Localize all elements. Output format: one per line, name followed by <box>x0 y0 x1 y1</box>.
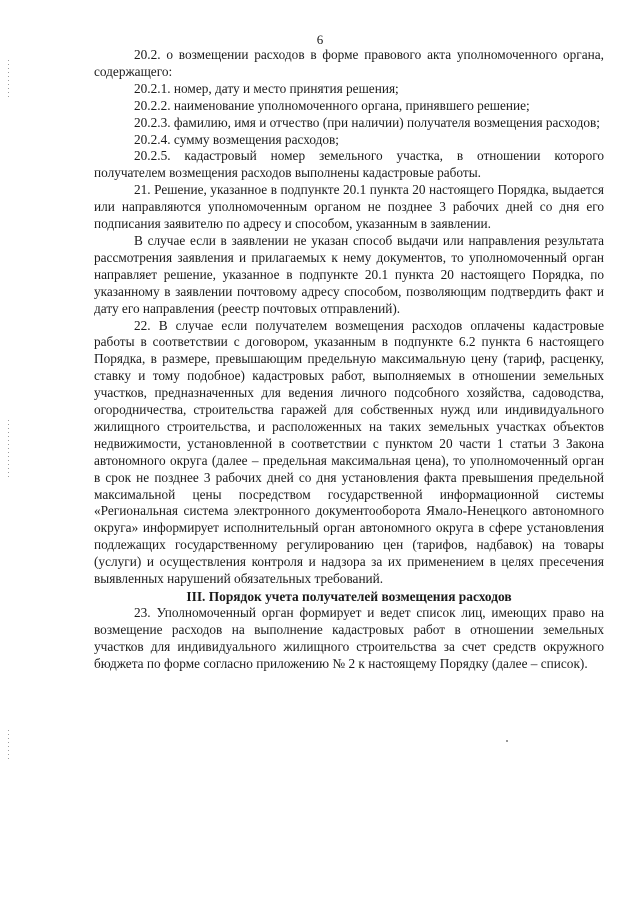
paragraph-20-2-1: 20.2.1. номер, дату и место принятия решения; <box>134 80 399 96</box>
paragraph-22: 22. В случае если получателем возмещения расходов оплачены кадастровые работы в соответствии с договором, указанным в подпункте 6.2 пункта 6 настоящего Порядка, в размере, превышающим предельную максимальную цену (тариф, расценку, ставку и тому подобное) кадастровых работ, выполняемых в отношении земельных участков, предназначенных для ведения личного подсобного хозяйства, садоводства, огородничества, строительства гаражей для собственных нужд или индивидуального жилищного строительства, и расположенных на таких земельных участках объектов недвижимости, установленной в соответствии с пунктом 20 части 1 статьи 3 Закона автономного округа (далее – предельная максимальная цена), то уполномоченный орган в срок не позднее 3 рабочих дней со дня установления факта превышения предельной максимальной цены посредством государственной информационной системы «Региональная система электронного документооборота Ямало-Ненецкого автономного округа» информирует исполнительный орган автономного округа в сфере установления подлежащих государственному регулированию цен (тарифов, надбавок) на товары (услуги) и осуществления контроля и надзора за их применением в целях пресечения выявленных нарушений обязательных требований. <box>94 317 604 587</box>
document-body <box>94 47 604 673</box>
paragraph-20-2: 20.2. о возмещении расходов в форме правового акта уполномоченного органа, содержащего: <box>94 47 604 79</box>
paragraph-20-2-5: 20.2.5. кадастровый номер земельного участка, в отношении которого получателем возмещения расходов выполнены кадастровые работы. <box>94 148 604 181</box>
paragraph-20-2-4: 20.2.4. сумму возмещения расходов; <box>134 131 339 147</box>
page-number: 6 <box>316 32 324 47</box>
scan-margin-mark <box>8 730 9 760</box>
paragraph-21-delivery: В случае если в заявлении не указан способ выдачи или направления результата рассмотрения заявления и прилагаемых к нему документов, то уполномоченный орган направляет решение, указанное в подпункте 20.1 пункта 20 настоящего Порядка, по указанному в заявлении почтовому адресу способом, позволяющим подтвердить факт и дату его направления (реестр почтовых отправлений). <box>94 232 604 316</box>
scan-margin-mark <box>8 60 9 100</box>
paragraph-20-2-2: 20.2.2. наименование уполномоченного органа, принявшего решение; <box>134 97 530 113</box>
scan-margin-mark <box>8 420 9 480</box>
section-heading: III. Порядок учета получателей возмещения расходов <box>186 589 512 604</box>
paragraph-20-2-3: 20.2.3. фамилию, имя и отчество (при наличии) получателя возмещения расходов; <box>134 114 600 130</box>
paragraph-23: 23. Уполномоченный орган формирует и ведет список лиц, имеющих право на возмещение расходов на выполнение кадастровых работ в отношении земельных участков для индивидуального жилищного строительства за счет средств окружного бюджета по форме согласно приложению № 2 к настоящему Порядку (далее – список). <box>94 605 604 671</box>
scan-speck <box>506 740 508 742</box>
paragraph-21: 21. Решение, указанное в подпункте 20.1 пункта 20 настоящего Порядка, выдается или направляются уполномоченным органом не позднее 3 рабочих дней со дня его подписания заявителю по адресу и способом, указанным в заявлении. <box>94 182 604 232</box>
